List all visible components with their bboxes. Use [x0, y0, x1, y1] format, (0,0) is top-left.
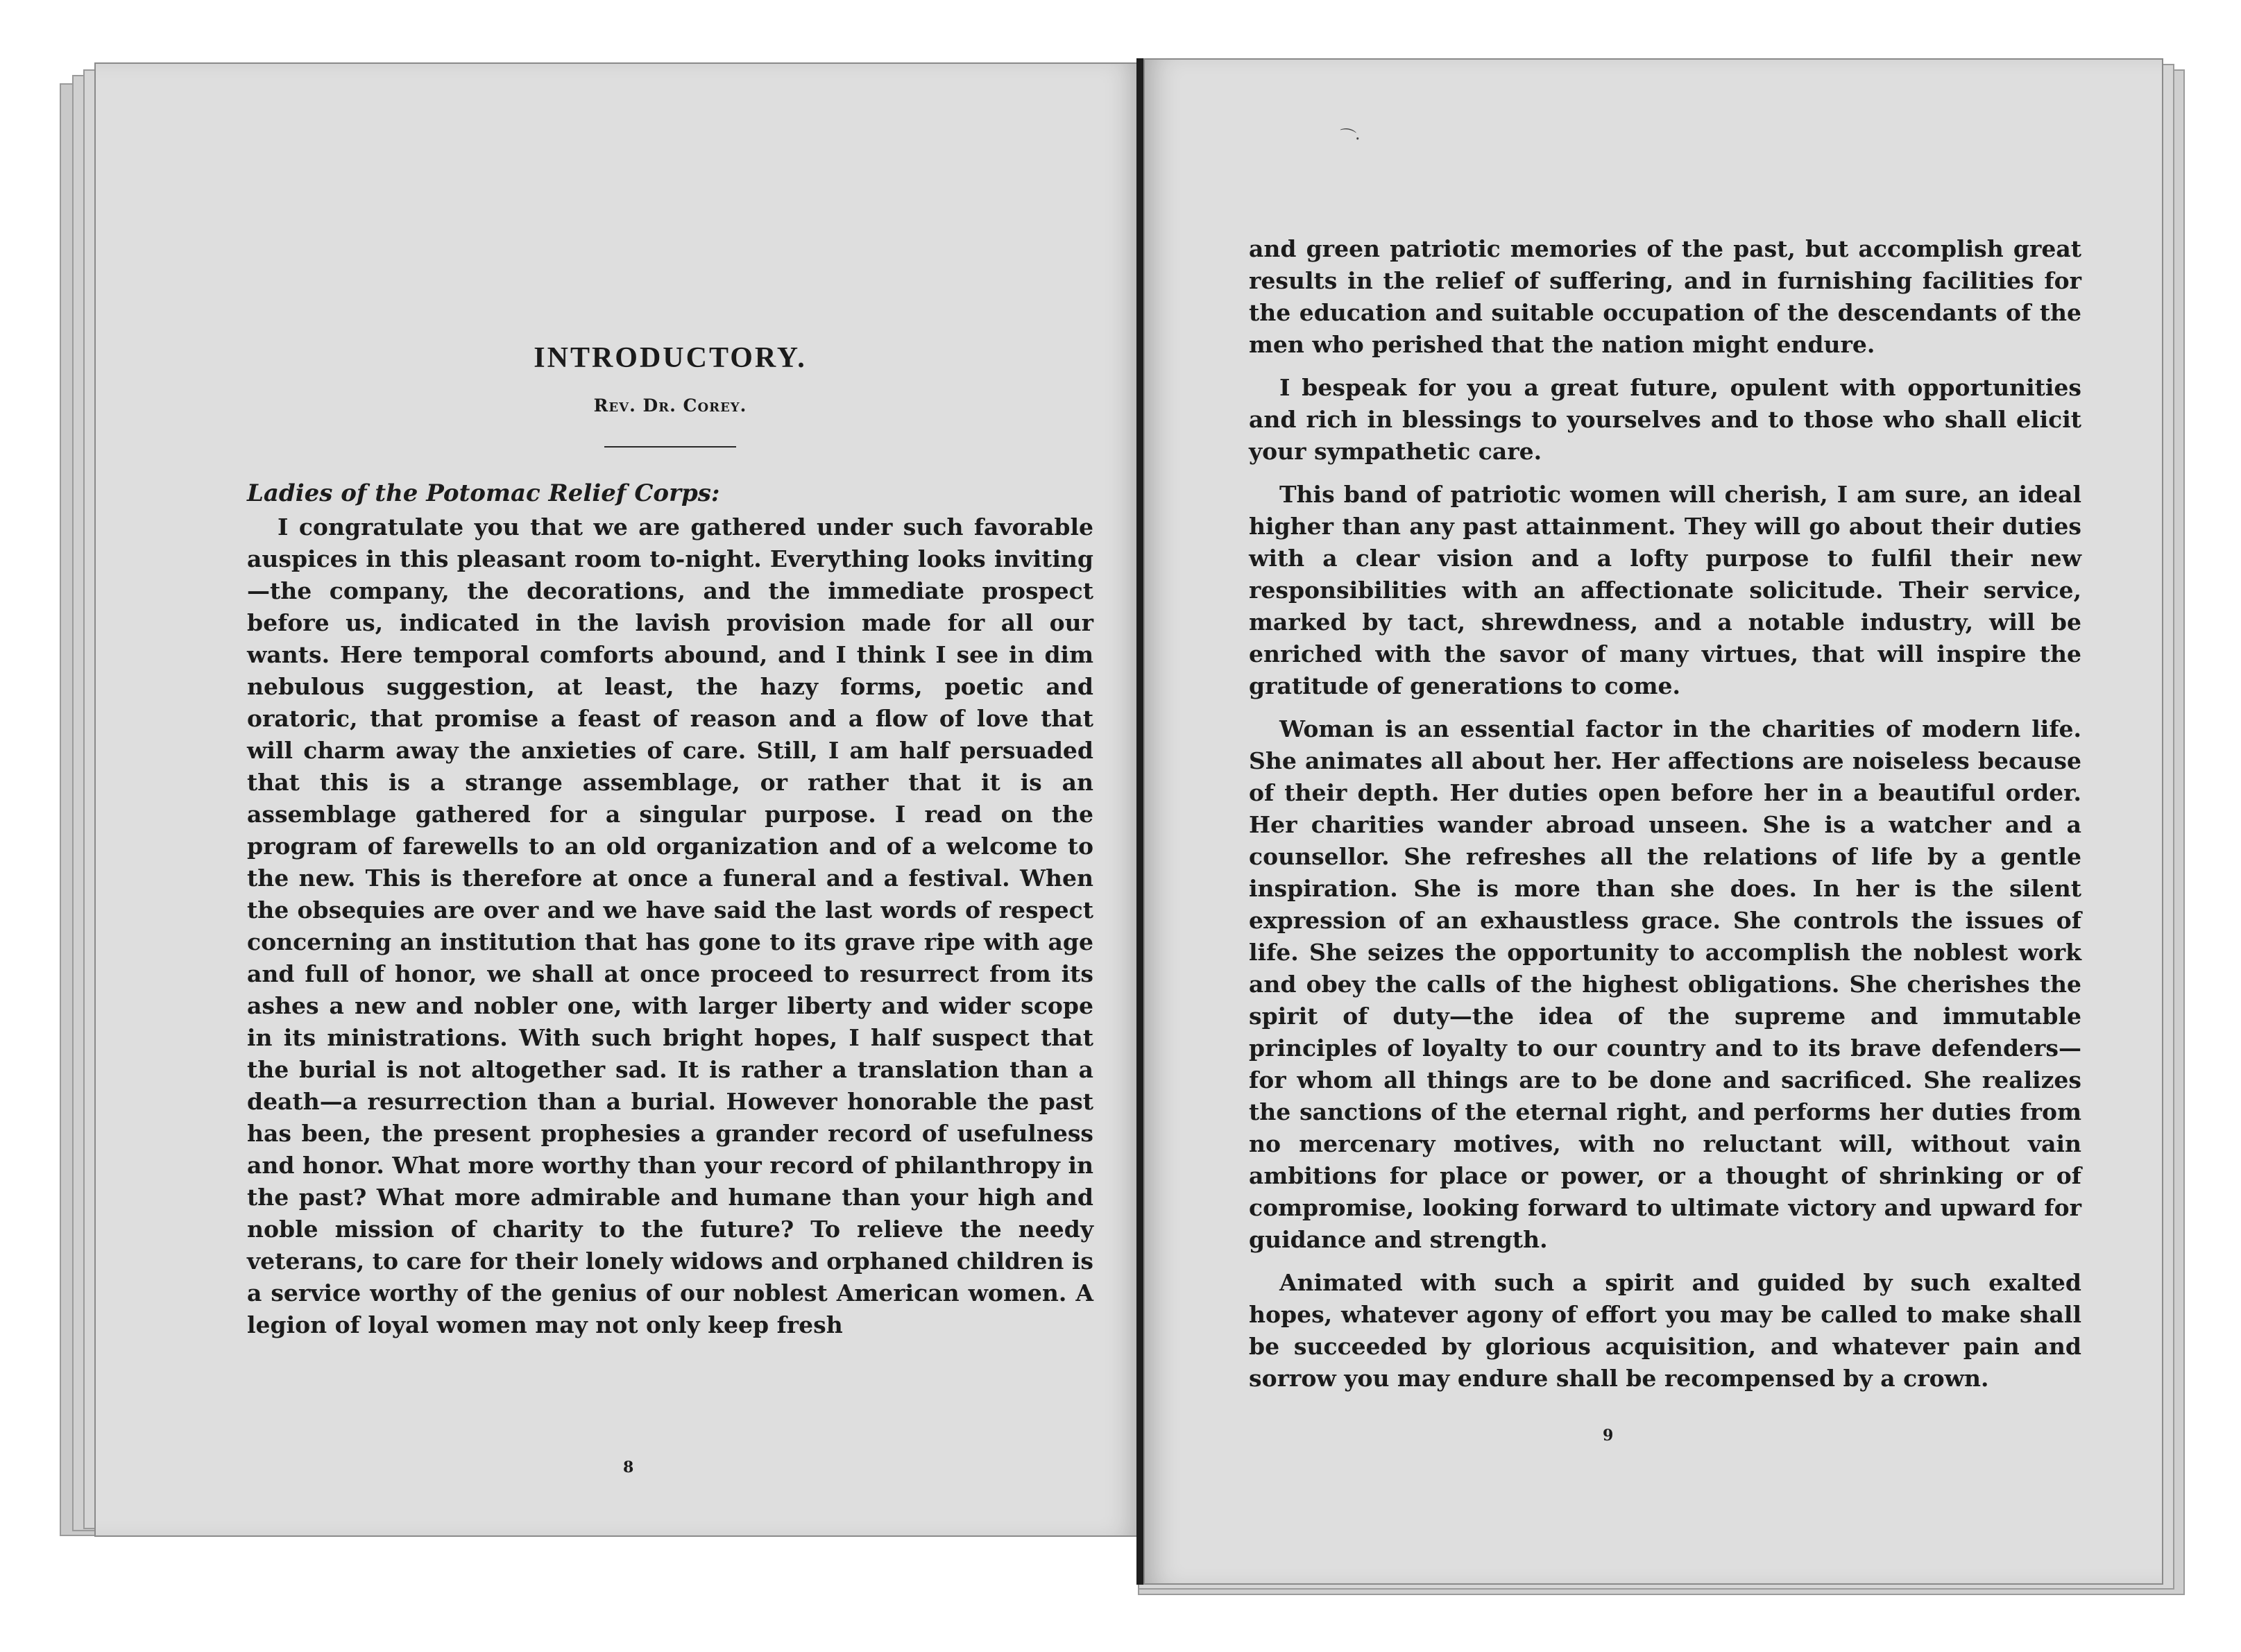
- right-page-content: [1249, 233, 2081, 1395]
- left-page-content: [247, 341, 1093, 1341]
- paragraph: I congratulate you that we are gathered under such favorable auspices in this pleasant room to-night. Everything looks inviting—the company, the decorations, and the immediate prospect before us, indicated in the lavish provision made for all our wants. Here temporal comforts abound, and I think I see in dim nebulous suggestion, at least, the hazy forms, poetic and oratoric, that promise a feast of reason and a flow of love that will charm away the anxieties of care. Still, I am half persuaded that this is a strange assemblage, or rather that it is an assemblage gathered for a singular purpose. I read on the program of farewells to an old organization and of a welcome to the new. This is therefore at once a funeral and a festival. When the obsequies are over and we have said the last words of respect concerning an institution that has gone to its grave ripe with age and full of honor, we shall at once proceed to resurrect from its ashes a new and nobler one, with larger liberty and wider scope in its ministrations. With such bright hopes, I half suspect that the burial is not altogether sad. It is rather a translation than a death—a resurrection than a burial. However honorable the past has been, the present prophesies a grander record of usefulness and honor. What more worthy than your record of philanthropy in the past? What more admirable and humane than your high and noble mission of charity to the future? To relieve the needy veterans, to care for their lonely widows and orphaned children is a service worthy of the genius of our noblest American women. A legion of loyal women may not only keep fresh: [247, 513, 1093, 1338]
- page-number: 8: [623, 1458, 634, 1476]
- divider: [604, 446, 736, 448]
- author-byline: Rev. Dr. Corey.: [593, 395, 747, 416]
- page-title: INTRODUCTORY.: [534, 342, 807, 374]
- paragraph: Woman is an essential factor in the charities of modern life. She animates all about her. Her affections are noiseless because of their depth. Her duties open before her in a beautiful order. Her charities wander abroad unseen. She is a watcher and a counsellor. She refreshes all the relations of life by a gentle inspiration. She is more than she does. In her is the silent expression of an exhaustless grace. She controls the issues of life. She seizes the opportunity to accomplish the noblest work and obey the calls of the highest obligations. She cherishes the spirit of duty—the idea of the supreme and immutable principles of loyalty to our country and to its brave defenders—for whom all things are to be done and sacrificed. She realizes the sanctions of the eternal right, and performs her duties from no mercenary motives, with no reluctant will, without vain ambitions for place or power, or a thought of shrinking or of compromise, looking forward to ultimate victory and upward for guidance and strength.: [1249, 715, 2081, 1253]
- salutation: Ladies of the Potomac Relief Corps:: [247, 479, 720, 507]
- right-page: [1143, 58, 2163, 1585]
- page-number: 9: [1603, 1427, 1614, 1445]
- pencil-mark: ⌒⸱: [1337, 126, 1362, 149]
- paragraph: Animated with such a spirit and guided by such exalted hopes, whatever agony of effort you may be called to make shall be succeeded by glorious acquisition, and whatever pain and sorrow you may endure shall be recompensed by a crown.: [1249, 1269, 2081, 1392]
- left-page: [94, 62, 1142, 1537]
- paragraph: This band of patriotic women will cherish, I am sure, an ideal higher than any past attainment. They will go about their duties with a clear vision and a lofty purpose to fulfil their new responsibilities with an affectionate solicitude. Their service, marked by tact, shrewdness, and a notable industry, will be enriched with the savor of many virtues, that will inspire the gratitude of generations to come.: [1249, 481, 2081, 699]
- paragraph: I bespeak for you a great future, opulent with opportunities and rich in blessings to yourselves and to those who shall elicit your sympathetic care.: [1249, 374, 2081, 465]
- paragraph: and green patriotic memories of the past, but accomplish great results in the relief of suffering, and in furnishing facilities for the education and suitable occupation of the descendants of the men who perished that the nation might endure.: [1249, 235, 2081, 358]
